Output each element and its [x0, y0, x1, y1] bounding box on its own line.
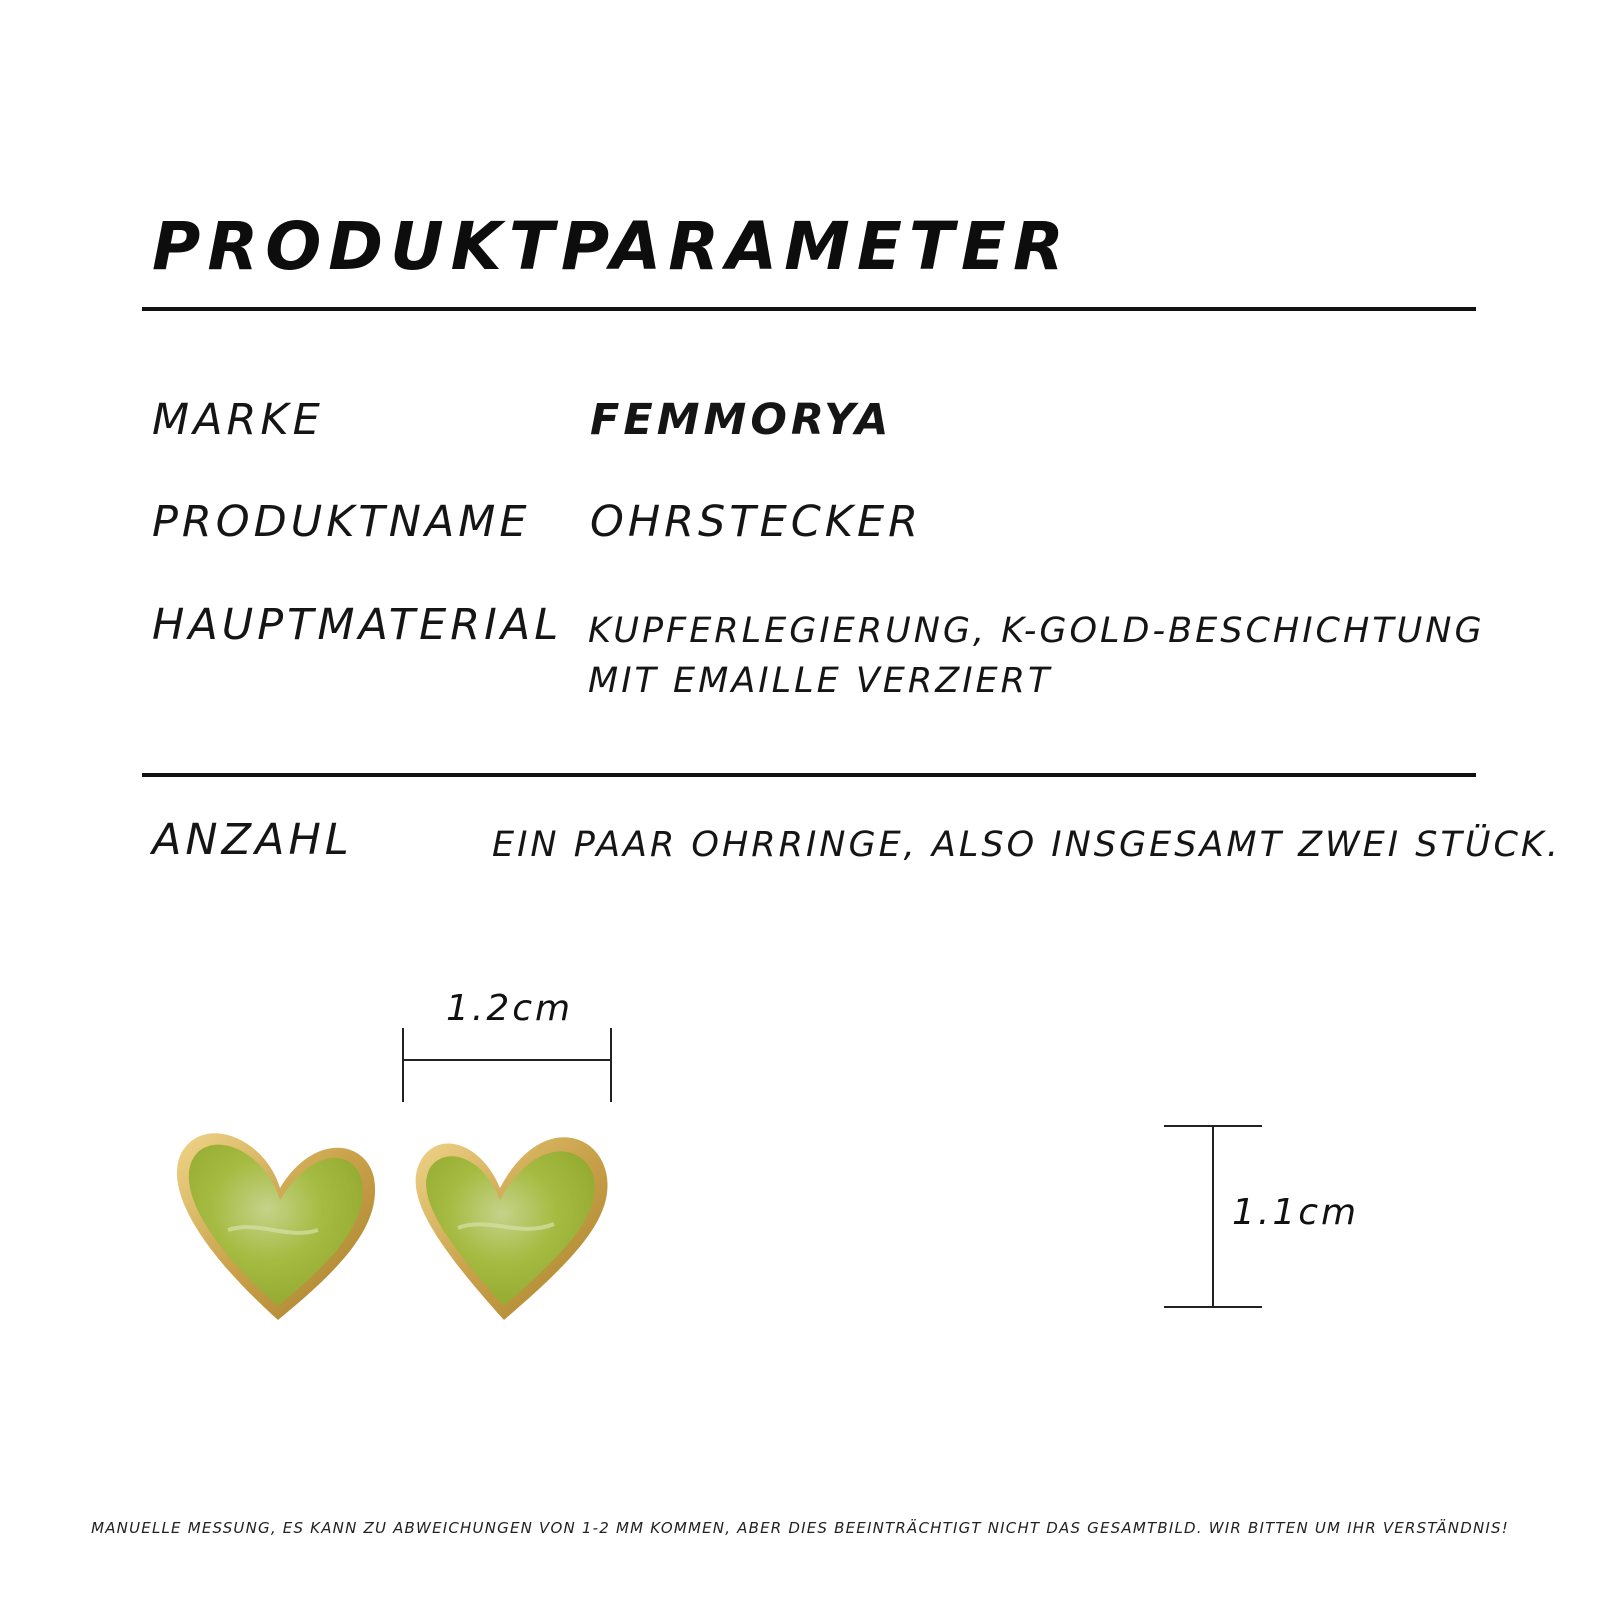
measurement-disclaimer: MANUELLE MESSUNG, ES KANN ZU ABWEICHUNGEN VON 1-2 MM KOMMEN, ABER DIES BEEINTRÄCHTIGT NICHT DAS GESAMTBILD. WIR BITTEN UM IHR VERSTÄNDNIS! — [91, 1519, 1509, 1537]
brand-value: FEMMORYA — [590, 395, 893, 445]
quantity-label: ANZAHL — [152, 815, 353, 865]
quantity-value: EIN PAAR OHRRINGE, ALSO INSGESAMT ZWEI STÜCK. — [492, 825, 1561, 865]
earrings-image — [150, 1110, 630, 1330]
material-value-line1: KUPFERLEGIERUNG, K-GOLD-BESCHICHTUNG — [588, 611, 1485, 651]
width-dimension-line — [402, 1059, 612, 1061]
width-tick-left — [402, 1028, 404, 1102]
product-name-value: OHRSTECKER — [590, 497, 923, 547]
quantity-divider — [142, 773, 1476, 777]
material-label: HAUPTMATERIAL — [152, 600, 563, 650]
width-tick-right — [610, 1028, 612, 1102]
width-dimension-label: 1.2cm — [446, 988, 574, 1029]
page-title: PRODUKTPARAMETER — [152, 208, 1071, 285]
earring-left — [177, 1133, 375, 1320]
title-divider — [142, 307, 1476, 311]
height-dimension-label: 1.1cm — [1232, 1192, 1360, 1233]
brand-label: MARKE — [152, 395, 324, 445]
height-dimension-line — [1212, 1125, 1214, 1308]
product-name-label: PRODUKTNAME — [152, 497, 531, 547]
earring-right — [416, 1137, 608, 1320]
material-value-line2: MIT EMAILLE VERZIERT — [588, 661, 1053, 701]
